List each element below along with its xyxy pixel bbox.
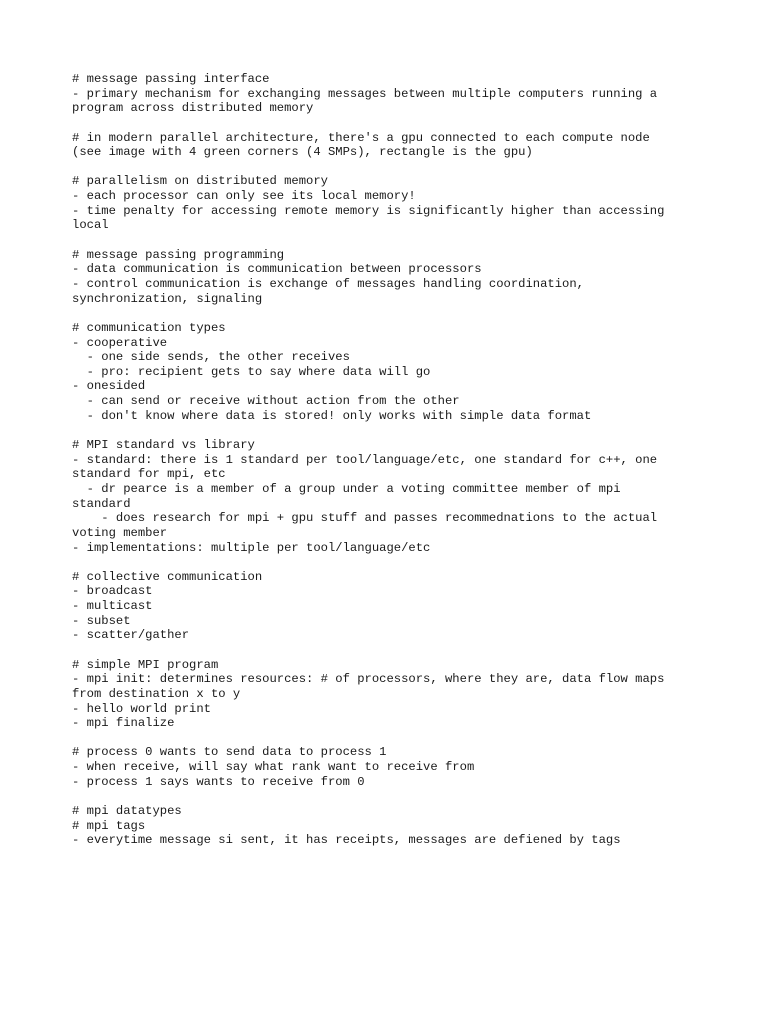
text-line: - time penalty for accessing remote memory is significantly higher than accessing [72, 203, 665, 218]
blank-line [72, 643, 702, 658]
text-line: - dr pearce is a member of a group under a voting committee member of mpi [72, 481, 621, 496]
heading-line: # communication types [72, 320, 226, 335]
text-line: - everytime message si sent, it has receipts, messages are defiened by tags [72, 833, 621, 848]
text-line: - broadcast [72, 584, 153, 599]
text-line: - control communication is exchange of messages handling coordination, [72, 276, 584, 291]
text-line: from destination x to y [72, 686, 241, 701]
document-page [72, 72, 702, 848]
text-line: synchronization, signaling [72, 291, 263, 306]
heading-line: # message passing interface [72, 72, 270, 86]
heading-line: # parallelism on distributed memory [72, 174, 328, 189]
text-line: standard [72, 496, 131, 511]
heading-line: # process 0 wants to send data to process 1 [72, 745, 387, 760]
text-line: - one side sends, the other receives [72, 350, 350, 365]
text-line: - when receive, will say what rank want to receive from [72, 760, 475, 775]
text-line: program across distributed memory [72, 101, 314, 116]
text-line: - does research for mpi + gpu stuff and passes recommednations to the actual [72, 511, 658, 526]
text-line: - multicast [72, 599, 153, 614]
blank-line [72, 233, 702, 248]
heading-line: # simple MPI program [72, 657, 219, 672]
text-line: - primary mechanism for exchanging messages between multiple computers running a [72, 86, 658, 101]
text-line: - process 1 says wants to receive from 0 [72, 774, 365, 789]
text-line: - subset [72, 613, 131, 628]
heading-line: # MPI standard vs library [72, 438, 255, 453]
text-line: voting member [72, 525, 168, 540]
blank-line [72, 423, 702, 438]
text-line: - onesided [72, 379, 146, 394]
text-line: - don't know where data is stored! only works with simple data format [72, 408, 592, 423]
text-line: - implementations: multiple per tool/language/etc [72, 540, 431, 555]
heading-line: # message passing programming [72, 247, 285, 262]
text-line: - standard: there is 1 standard per tool/language/etc, one standard for c++, one [72, 452, 658, 467]
heading-line: # collective communication [72, 569, 263, 584]
text-line: - can send or receive without action from the other [72, 394, 460, 409]
blank-line [72, 555, 702, 570]
blank-line [72, 731, 702, 746]
text-line: standard for mpi, etc [72, 467, 226, 482]
blank-line [72, 160, 702, 175]
text-line: - data communication is communication between processors [72, 262, 482, 277]
blank-line [72, 306, 702, 321]
text-line: - pro: recipient gets to say where data will go [72, 364, 431, 379]
heading-line: # in modern parallel architecture, there's a gpu connected to each compute node [72, 130, 650, 145]
text-line: - cooperative [72, 335, 168, 350]
text-line: - scatter/gather [72, 628, 190, 643]
text-line: - hello world print [72, 701, 211, 716]
blank-line [72, 789, 702, 804]
heading-line: # mpi tags [72, 818, 146, 833]
text-line: local [72, 218, 109, 233]
text-line: - mpi finalize [72, 716, 175, 731]
text-line: - mpi init: determines resources: # of processors, where they are, data flow maps [72, 672, 665, 687]
text-line: (see image with 4 green corners (4 SMPs), rectangle is the gpu) [72, 145, 533, 160]
heading-line: # mpi datatypes [72, 804, 182, 819]
blank-line [72, 116, 702, 131]
text-line: - each processor can only see its local memory! [72, 189, 416, 204]
